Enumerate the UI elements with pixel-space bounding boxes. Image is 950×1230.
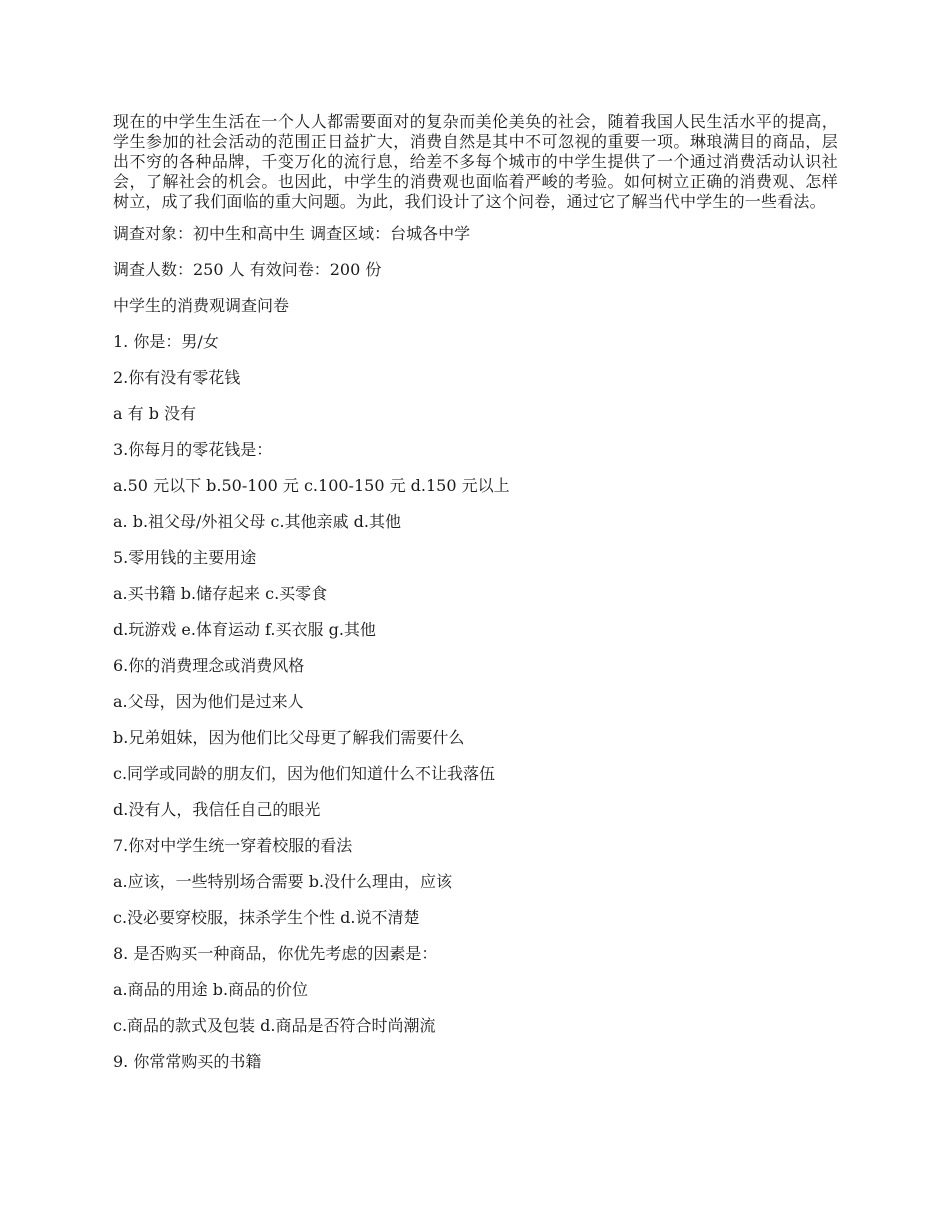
question-8: 8. 是否购买一种商品，你优先考虑的因素是： [113, 944, 438, 963]
question-7: 7.你对中学生统一穿着校服的看法 [113, 836, 353, 855]
question-8-options-b: c.商品的款式及包装 d.商品是否符合时尚潮流 [113, 1016, 436, 1035]
question-5-options-b: d.玩游戏 e.体育运动 f.买衣服 g.其他 [113, 620, 376, 639]
question-9: 9. 你常常购买的书籍 [113, 1052, 262, 1071]
survey-target-line: 调查对象：初中生和高中生 调查区域：台城各中学 [113, 224, 471, 243]
question-2-options: a 有 b 没有 [113, 404, 197, 423]
intro-paragraph: 现在的中学生生活在一个人人都需要面对的复杂而美伦美奂的社会，随着我国人民生活水平的提高，学生参加的社会活动的范围正日益扩大，消费自然是其中不可忽视的重要一项。琳琅满目的商品，层出不穷的各种品牌，千变万化的流行息，给差不多每个城市的中学生提供了一个通过消费活动认识社会，了解社会的机会。也因此，中学生的消费观也面临着严峻的考验。如何树立正确的消费观、怎样树立，成了我们面临的重大问题。为此，我们设计了这个问卷，通过它了解当代中学生的一些看法。 [113, 112, 838, 211]
question-7-options-b: c.没必要穿校服，抹杀学生个性 d.说不清楚 [113, 908, 420, 927]
question-8-options-a: a.商品的用途 b.商品的价位 [113, 980, 309, 999]
question-1: 1. 你是：男/女 [113, 332, 219, 351]
question-6-option-d: d.没有人，我信任自己的眼光 [113, 800, 321, 819]
question-6-option-b: b.兄弟姐妹，因为他们比父母更了解我们需要什么 [113, 728, 465, 747]
question-4-options: a. b.祖父母/外祖父母 c.其他亲戚 d.其他 [113, 512, 401, 531]
question-5: 5.零用钱的主要用途 [113, 548, 257, 567]
question-6-option-c: c.同学或同龄的朋友们，因为他们知道什么不让我落伍 [113, 764, 496, 783]
question-6: 6.你的消费理念或消费风格 [113, 656, 305, 675]
question-6-option-a: a.父母，因为他们是过来人 [113, 692, 304, 711]
question-5-options-a: a.买书籍 b.储存起来 c.买零食 [113, 584, 328, 603]
questionnaire-title: 中学生的消费观调查问卷 [113, 296, 290, 315]
question-2: 2.你有没有零花钱 [113, 368, 241, 387]
survey-count-line: 调查人数：250 人 有效问卷：200 份 [113, 260, 382, 279]
question-3-options: a.50 元以下 b.50-100 元 c.100-150 元 d.150 元以上 [113, 476, 510, 495]
question-3: 3.你每月的零花钱是： [113, 440, 273, 459]
question-7-options-a: a.应该，一些特别场合需要 b.没什么理由，应该 [113, 872, 453, 891]
document-body [113, 112, 838, 1088]
